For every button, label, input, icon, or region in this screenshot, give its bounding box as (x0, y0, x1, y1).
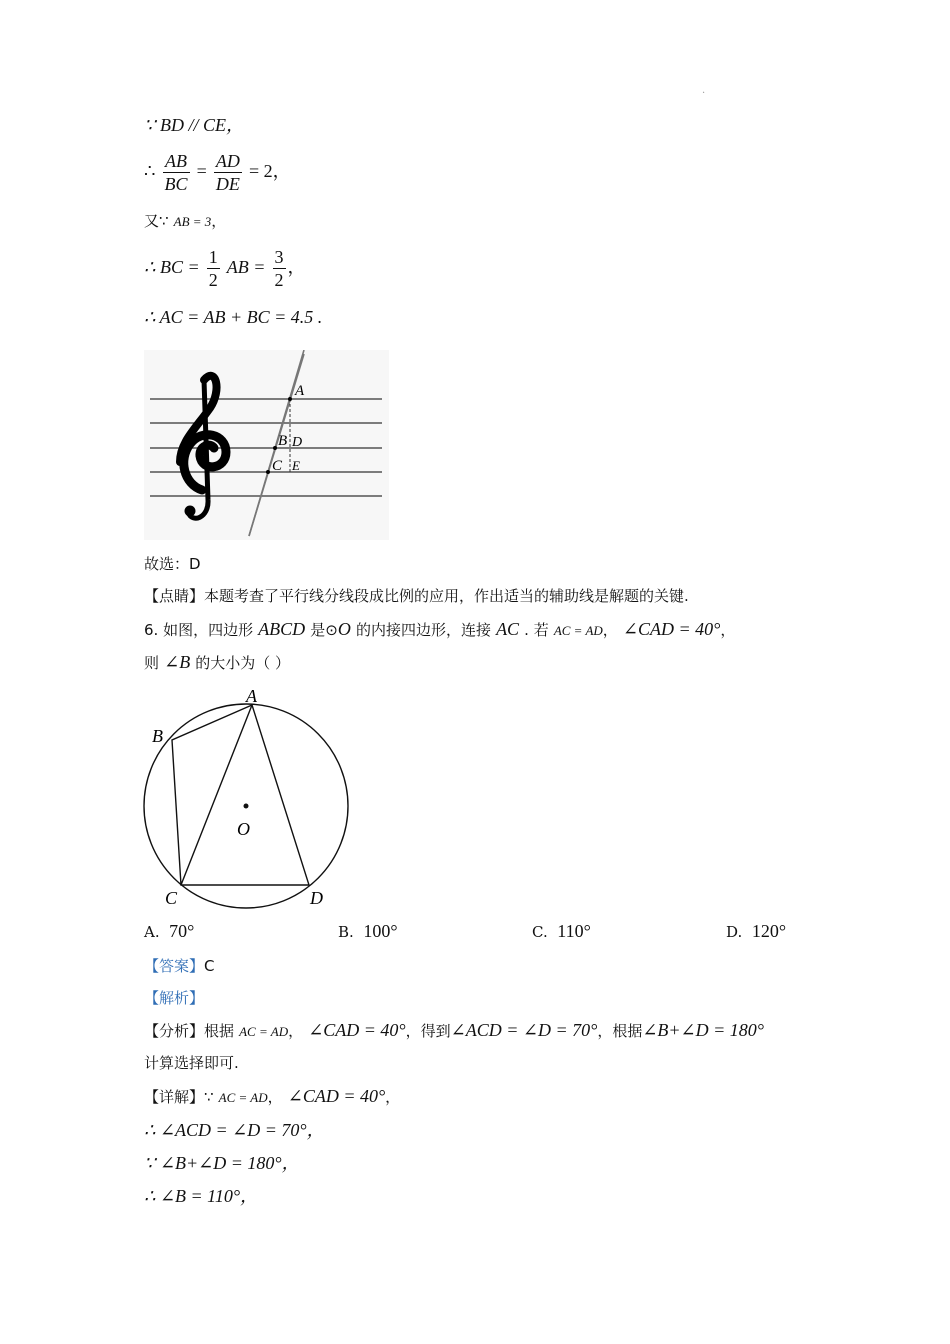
question-line-2 (144, 651, 290, 674)
line-ratio (144, 150, 291, 195)
dianjing-line: 【点睛】本题考查了平行线分线段成比例的应用，作出适当的辅助线是解题的关键. (144, 587, 689, 605)
circle-figure (138, 682, 358, 914)
fenxi-tag: 【分析】根据 (144, 1022, 235, 1040)
bc-equals: ∴ BC = (144, 257, 200, 277)
label-b: B (152, 726, 163, 746)
ab-equals: AB = (226, 257, 266, 277)
point-c (266, 470, 270, 474)
question-line-1 (144, 618, 735, 642)
label-d: D (310, 888, 323, 908)
option-value: 120° (751, 921, 787, 941)
option-c (532, 921, 591, 942)
comma: ， (288, 1022, 304, 1040)
frac-num: AD (215, 151, 240, 171)
quad-abcd: ABCD (258, 619, 306, 639)
angle-b: ∠B (164, 652, 191, 672)
circle-o: O (337, 619, 351, 639)
answer-line (144, 955, 215, 977)
option-d (726, 921, 786, 942)
angle-acd-d: ∠ACD = ∠D = 70° (450, 1020, 598, 1040)
label-e: E (292, 458, 300, 473)
line-ac-value: ∴ AC = AB + BC = 4.5 . (144, 307, 323, 327)
staff-figure (144, 350, 389, 540)
option-value: 100° (363, 921, 398, 941)
also-because: 又∵ (144, 212, 169, 230)
question-number-text: 6. 如图，四边形 (144, 621, 254, 639)
option-a (144, 921, 194, 942)
point-b (273, 446, 277, 450)
fenxi-line (144, 1019, 764, 1043)
comma: ， (385, 1088, 401, 1106)
frac-den: 2 (208, 270, 218, 290)
quadrilateral-abcd (172, 705, 309, 885)
therefore-symbol: ∴ (144, 161, 156, 181)
option-letter: A. (144, 923, 160, 941)
option-value: 110° (557, 921, 591, 941)
dot-mark: . (702, 85, 706, 96)
label-b: B (278, 433, 288, 449)
condition-ac-ad: AC = AD (553, 623, 603, 638)
line-ab-value (144, 210, 226, 233)
ratio-value: = 2， (249, 161, 291, 181)
label-c: C (272, 458, 283, 474)
fraction-ad-de (214, 150, 242, 195)
fraction-one-half (207, 246, 220, 291)
jiexi-tag: 【解析】 (144, 989, 205, 1007)
step-3: ∴ ∠B = 110°， (144, 1186, 259, 1206)
angle-cad: ∠CAD = 40° (622, 619, 721, 639)
equals-sign: = (196, 161, 207, 181)
xiangjie-line (144, 1085, 400, 1109)
comma: ， (602, 621, 618, 639)
comma: ， (287, 257, 306, 277)
option-letter: C. (532, 923, 548, 941)
answer-tag: 【答案】 (144, 957, 205, 975)
fenxi-text: ，根据 (597, 1022, 643, 1040)
fraction-ab-bc (163, 150, 190, 195)
angle-cad: ∠CAD = 40° (308, 1020, 406, 1040)
line-bc-value (144, 246, 306, 291)
frac-num: AB (163, 150, 190, 173)
frac-den: BC (164, 174, 188, 194)
question-text: . 若 (524, 621, 549, 639)
label-o: O (237, 819, 250, 839)
comma: ， (720, 621, 736, 639)
question-text: 则 (144, 654, 160, 672)
center-point (244, 804, 249, 809)
comma: ， (211, 212, 227, 230)
frac-num: 3 (274, 247, 284, 267)
angle-sum: ∠B+∠D = 180° (642, 1020, 764, 1040)
point-a (288, 397, 292, 401)
segment-ac: AC (496, 619, 520, 639)
label-a: A (295, 383, 305, 399)
fraction-three-halves (273, 246, 286, 291)
step-2: ∵ ∠B+∠D = 180°， (144, 1153, 300, 1173)
condition-ac-ad: AC = AD (218, 1090, 268, 1105)
line-parallel: ∵ BD // CE， (144, 115, 244, 135)
question-text: 的内接四边形，连接 (355, 621, 491, 639)
xiangjie-tag: 【详解】∵ (144, 1088, 214, 1106)
option-letter: D. (726, 923, 743, 941)
frac-den: 2 (274, 270, 284, 290)
ab-equals-3: AB = 3 (173, 214, 212, 229)
option-value: 70° (169, 921, 195, 941)
frac-num: 1 (208, 247, 218, 267)
label-c: C (165, 888, 178, 908)
label-a: A (246, 686, 257, 706)
condition-ac-ad: AC = AD (239, 1024, 289, 1039)
fenxi-line-2: 计算选择即可. (144, 1054, 239, 1072)
comma: ， (267, 1088, 283, 1106)
question-text: 是⊙ (310, 621, 338, 639)
choice-line: 故选：D (144, 555, 201, 573)
label-d: D (292, 435, 303, 450)
fenxi-text: ，得到 (405, 1022, 451, 1040)
frac-den: DE (215, 174, 240, 194)
option-letter: B. (338, 923, 354, 941)
question-text: 的大小为（ ） (195, 654, 291, 672)
answer-value: C (204, 957, 215, 975)
step-1: ∴ ∠ACD = ∠D = 70°， (144, 1120, 325, 1140)
option-b (338, 921, 398, 942)
angle-cad: ∠CAD = 40° (287, 1086, 386, 1106)
